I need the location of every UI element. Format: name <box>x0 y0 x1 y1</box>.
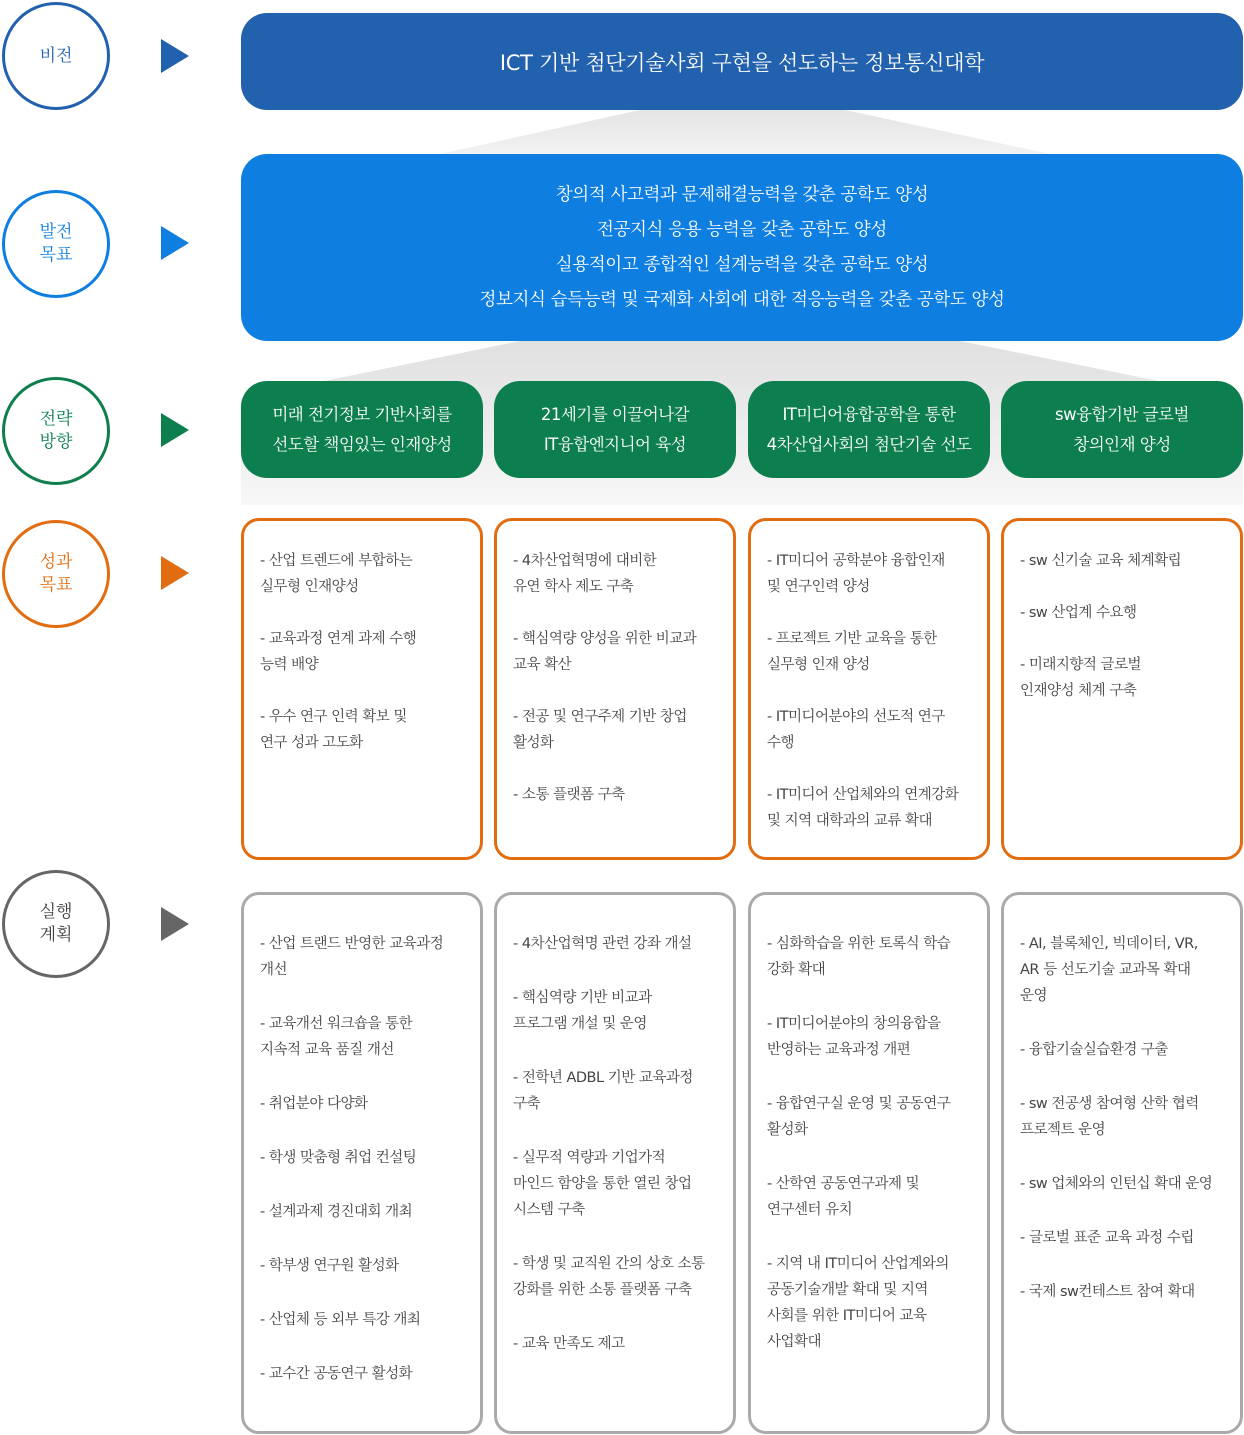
list-item: - 산업 트렌드에 부합하는 실무형 인재양성 <box>260 553 413 595</box>
list-item: - 교육 만족도 제고 <box>513 1336 625 1352</box>
list-item: - 학생 및 교직원 간의 상호 소통 강화를 위한 소통 플랫폼 구축 <box>513 1256 705 1298</box>
vision-box <box>241 13 1243 110</box>
list-item: - sw 산업계 수요행 <box>1020 605 1137 621</box>
list-item: - 국제 sw컨테스트 참여 확대 <box>1020 1284 1195 1300</box>
strategy-box-2: 21세기를 이끌어나갈 IT융합엔지니어 육성 <box>494 381 736 478</box>
list-item: - sw 신기술 교육 체계확립 <box>1020 553 1182 569</box>
execution-card-3 <box>748 892 990 1434</box>
strategy-label: 전략 방향 <box>2 377 110 485</box>
list-item: - 산업 트랜드 반영한 교육과정 개선 <box>260 936 444 978</box>
list-item: - IT미디어분야의 창의융합을 반영하는 교육과정 개편 <box>767 1016 941 1058</box>
list-item: - 4차산업혁명에 대비한 유연 학사 제도 구축 <box>513 553 657 595</box>
execution-label: 실행 계획 <box>2 870 110 978</box>
list-item: - 실무적 역량과 기업가적 마인드 함양을 통한 열린 창업 시스템 구축 <box>513 1150 692 1218</box>
vision-arrow-icon <box>161 39 189 73</box>
strategy-box-1: 미래 전기정보 기반사회를 선도할 책임있는 인재양성 <box>241 381 483 478</box>
list-item: - 4차산업혁명 관련 강좌 개설 <box>513 936 692 952</box>
vision-text: ICT 기반 첨단기술사회 구현을 선도하는 정보통신대학 <box>499 50 985 75</box>
goal-item: 실용적이고 종합적인 설계능력을 갖춘 공학도 양성 <box>555 254 929 275</box>
list-item: - 지역 내 IT미디어 산업계와의 공동기술개발 확대 및 지역 사회를 위한 IT미디어 교육 사업확대 <box>767 1256 949 1350</box>
list-item: - 교수간 공동연구 활성화 <box>260 1366 413 1382</box>
performance-arrow-icon <box>161 556 189 590</box>
strategy-arrow-icon <box>161 413 189 447</box>
list-item: - 글로벌 표준 교육 과정 수립 <box>1020 1230 1194 1246</box>
execution-arrow-icon <box>161 907 189 941</box>
goal-item: 정보지식 습득능력 및 국제화 사회에 대한 적응능력을 갖춘 공학도 양성 <box>479 289 1005 310</box>
execution-card-4 <box>1001 892 1243 1434</box>
list-item: - sw 전공생 참여형 산학 협력 프로젝트 운영 <box>1020 1096 1199 1138</box>
performance-card-1 <box>241 518 483 860</box>
goals-label: 발전 목표 <box>2 190 110 298</box>
goal-item: 창의적 사고력과 문제해결능력을 갖춘 공학도 양성 <box>555 184 929 205</box>
performance-card-2 <box>494 518 736 860</box>
list-item: - IT미디어 산업체와의 연계강화 및 지역 대학과의 교류 확대 <box>767 787 959 829</box>
list-item: - 교육과정 연계 과제 수행 능력 배양 <box>260 631 417 673</box>
list-item: - 핵심역량 기반 비교과 프로그램 개설 및 운영 <box>513 990 652 1032</box>
list-item: - 취업분야 다양화 <box>260 1096 368 1112</box>
performance-card-3 <box>748 518 990 860</box>
list-item: - AI, 블록체인, 빅데이터, VR, AR 등 선도기술 교과목 확대 운영 <box>1020 936 1198 1004</box>
list-item: - 교육개선 워크숍을 통한 지속적 교육 품질 개선 <box>260 1016 413 1058</box>
list-item: - 설계과제 경진대회 개최 <box>260 1204 413 1220</box>
list-item: - 우수 연구 인력 확보 및 연구 성과 고도화 <box>260 709 407 751</box>
list-item: - 산업체 등 외부 특강 개최 <box>260 1312 421 1328</box>
execution-card-2 <box>494 892 736 1434</box>
strategy-box-3: IT미디어융합공학을 통한 4차산업사회의 첨단기술 선도 <box>748 381 990 478</box>
list-item: - 학부생 연구원 활성화 <box>260 1258 399 1274</box>
list-item: - 핵심역량 양성을 위한 비교과 교육 확산 <box>513 631 697 673</box>
list-item: - 전공 및 연구주제 기반 창업 활성화 <box>513 709 687 751</box>
goal-item: 전공지식 응용 능력을 갖춘 공학도 양성 <box>597 219 887 240</box>
performance-card-4 <box>1001 518 1243 860</box>
vision-label: 비전 <box>2 2 110 110</box>
list-item: - IT미디어분야의 선도적 연구 수행 <box>767 709 945 751</box>
strategy-box-4: sw융합기반 글로벌 창의인재 양성 <box>1001 381 1243 478</box>
list-item: - sw 업체와의 인턴십 확대 운영 <box>1020 1176 1213 1192</box>
list-item: - 소통 플랫폼 구축 <box>513 787 625 803</box>
goals-box <box>241 154 1243 341</box>
list-item: - 산학연 공동연구과제 및 연구센터 유치 <box>767 1176 920 1218</box>
list-item: - 학생 맞춤형 취업 컨설팅 <box>260 1150 417 1166</box>
list-item: - 심화학습을 위한 토록식 학습 강화 확대 <box>767 936 951 978</box>
list-item: - 융합연구실 운영 및 공동연구 활성화 <box>767 1096 951 1138</box>
list-item: - 미래지향적 글로벌 인재양성 체계 구축 <box>1020 657 1142 699</box>
performance-label: 성과 목표 <box>2 520 110 628</box>
list-item: - 융합기술실습환경 구출 <box>1020 1042 1169 1058</box>
goals-arrow-icon <box>161 226 189 260</box>
list-item: - IT미디어 공학분야 융합인재 및 연구인력 양성 <box>767 553 945 595</box>
list-item: - 전학년 ADBL 기반 교육과정 구축 <box>513 1070 693 1112</box>
list-item: - 프로젝트 기반 교육을 통한 실무형 인재 양성 <box>767 631 937 673</box>
execution-card-1 <box>241 892 483 1434</box>
